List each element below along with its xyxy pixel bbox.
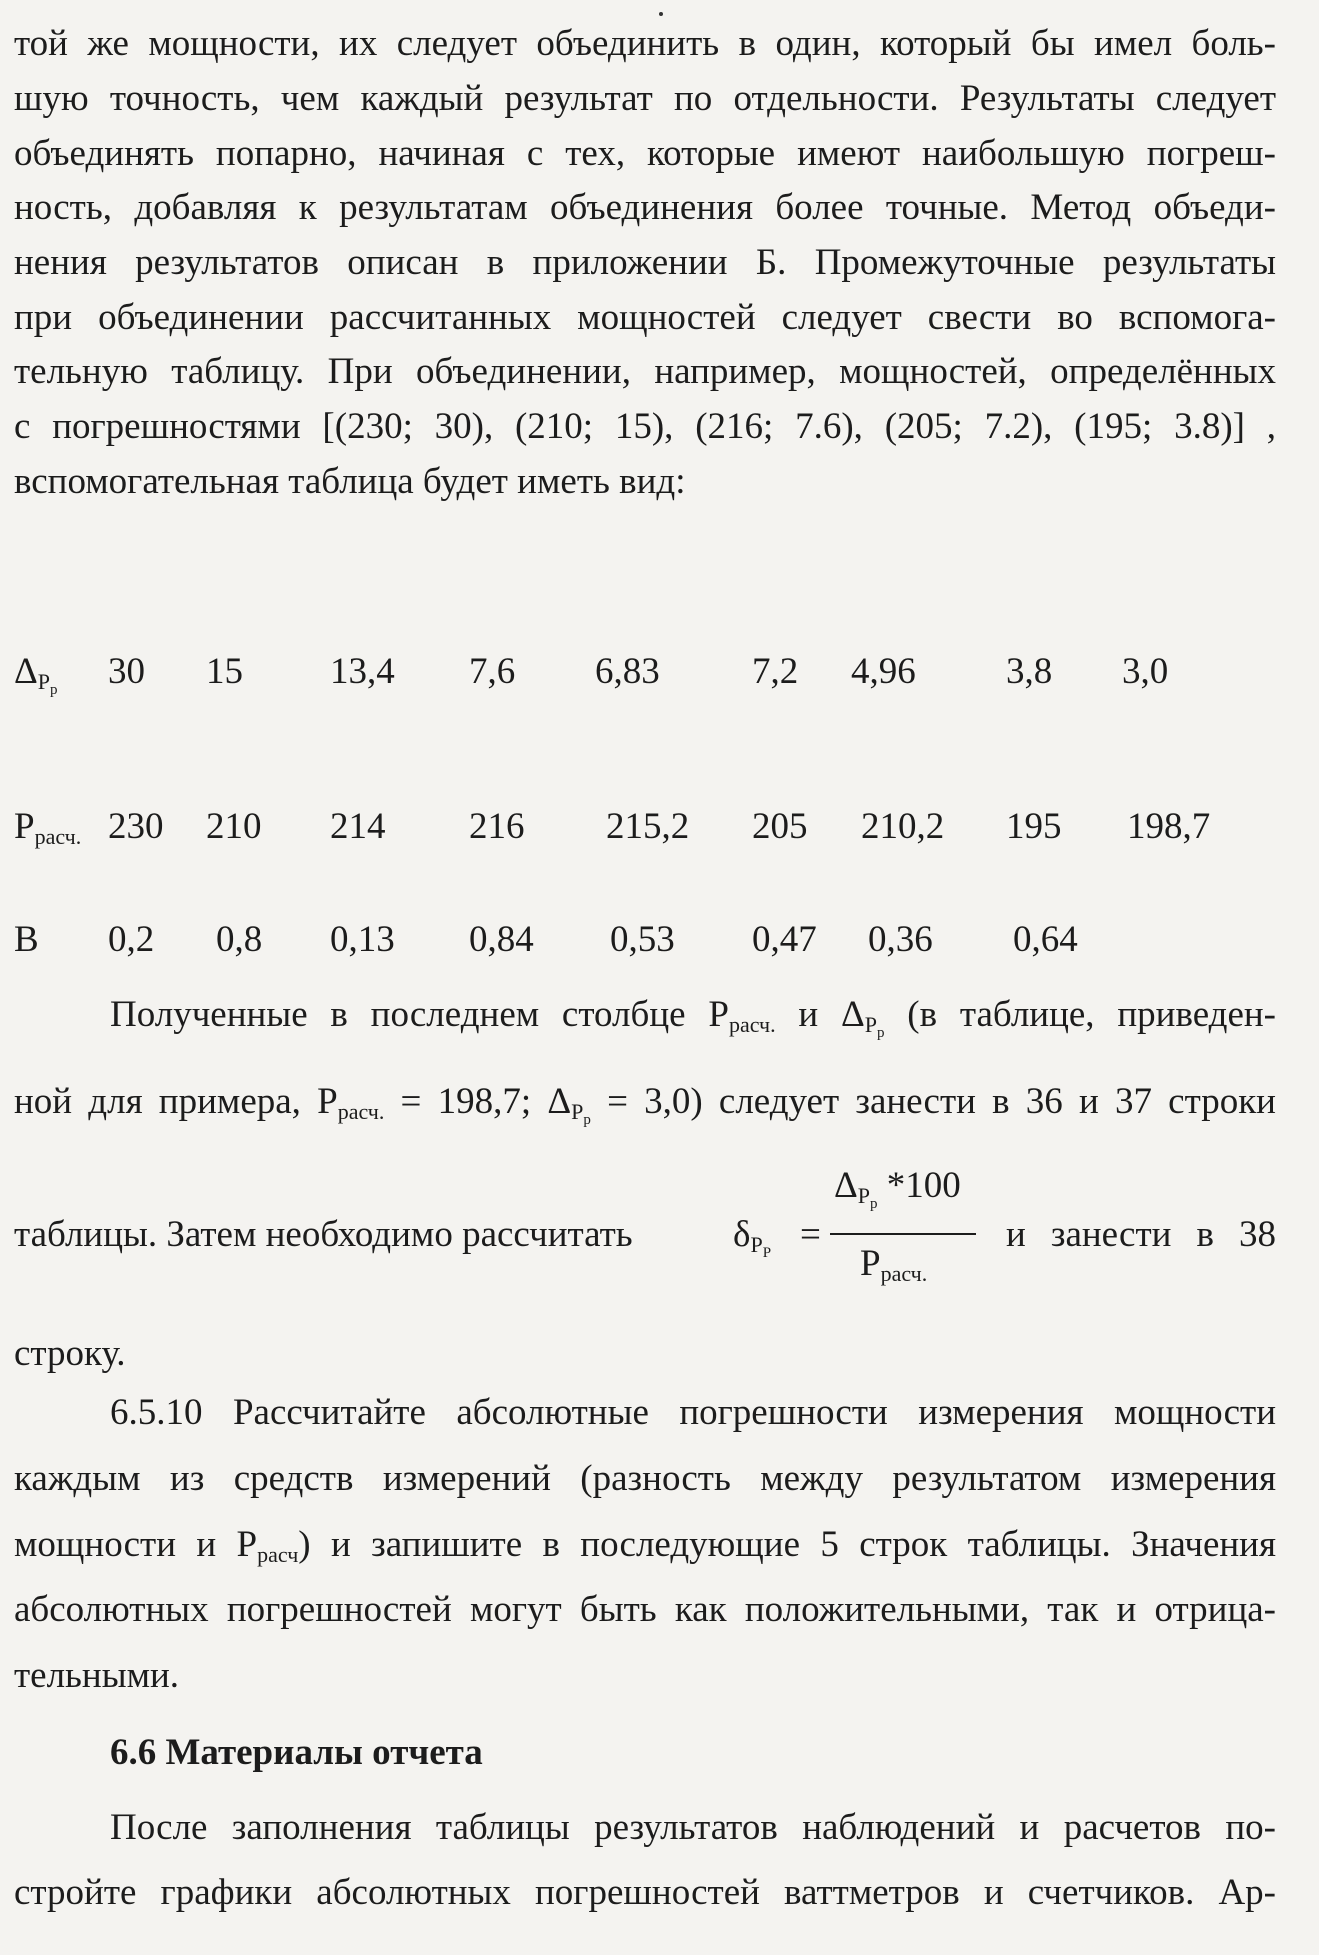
paragraph-line: той же мощности, их следует объединить в один, который бы имел боль- (14, 23, 1276, 64)
table-cell: 210 (206, 806, 262, 847)
table-cell: 4,96 (851, 651, 916, 692)
formula-denominator: $P_{расч.}$ (860, 1243, 928, 1286)
paragraph-line: мощности и $P_{расч}$) и запишите в последующие 5 строк таблицы. Значения (14, 1524, 1276, 1567)
paragraph-line: вспомогательная таблица будет иметь вид: (14, 461, 686, 502)
table-cell: 0,47 (752, 919, 817, 960)
paragraph-line: тельную таблицу. При объединении, например, мощностей, определённых (14, 351, 1276, 392)
table-cell: 15 (206, 651, 243, 692)
fraction-bar (830, 1233, 976, 1235)
paragraph-line: Полученные в последнем столбце $P_{расч.}$ и $\Delta_{P_p}$ (в таблице, приведен- (110, 994, 1277, 1041)
table-cell: 230 (108, 806, 164, 847)
paragraph-line: шую точность, чем каждый результат по отдельности. Результаты следует (14, 78, 1276, 119)
paragraph-line: нения результатов описан в приложении Б. Промежуточные результаты (14, 242, 1276, 283)
formula-equals: = (800, 1214, 821, 1255)
paragraph-text: и занести в 38 (1006, 1214, 1276, 1255)
table-cell: 214 (330, 806, 386, 847)
table-cell: 7,6 (469, 651, 516, 692)
table-cell: 210,2 (861, 806, 945, 847)
section-heading: 6.6 Материалы отчета (110, 1732, 483, 1773)
paragraph-line: каждым из средств измерений (разность между результатом измерения (14, 1458, 1276, 1499)
paragraph-line: тельными. (14, 1655, 180, 1696)
paragraph-text: таблицы. Затем необходимо рассчитать (14, 1214, 633, 1255)
formula-lhs: $\delta_{P_P}$ (733, 1214, 772, 1261)
table-cell: 198,7 (1127, 806, 1211, 847)
scan-speck (659, 12, 663, 16)
paragraph-line: ность, добавляя к результатам объединения более точные. Метод объеди- (14, 187, 1276, 228)
paragraph-line: с погрешностями [(230; 30), (210; 15), (216; 7.6), (205; 7.2), (195; 3.8)] , (14, 406, 1276, 447)
paragraph-line: при объединении рассчитанных мощностей следует свести во вспомога- (14, 297, 1276, 338)
table-cell: 3,8 (1006, 651, 1053, 692)
paragraph-line: После заполнения таблицы результатов наблюдений и расчетов по- (110, 1807, 1276, 1848)
row-label-b: B (14, 919, 39, 960)
paragraph-line: 6.5.10 Рассчитайте абсолютные погрешности измерения мощности (110, 1392, 1276, 1433)
paragraph-line: абсолютных погрешностей могут быть как положительными, так и отрица- (14, 1589, 1276, 1630)
table-cell: 0,84 (469, 919, 534, 960)
row-label-delta: $\Delta_{P_p}$ (14, 651, 58, 698)
table-cell: 0,13 (330, 919, 395, 960)
paragraph-line: строку. (14, 1333, 126, 1374)
table-cell: 3,0 (1122, 651, 1169, 692)
table-cell: 215,2 (606, 806, 690, 847)
table-cell: 195 (1006, 806, 1062, 847)
table-cell: 0,2 (108, 919, 155, 960)
table-cell: 0,8 (216, 919, 263, 960)
table-cell: 13,4 (330, 651, 395, 692)
table-cell: 205 (752, 806, 808, 847)
formula-numerator: $\Delta_{P_p}$ *100 (834, 1165, 961, 1212)
table-cell: 6,83 (595, 651, 660, 692)
table-cell: 30 (108, 651, 145, 692)
paragraph-line: стройте графики абсолютных погрешностей ваттметров и счетчиков. Ар- (14, 1872, 1276, 1913)
paragraph-line: ной для примера, $P_{расч.} = 198,7$; $\Delta_{P_p} = 3,0$) следует занести в 36 и 37 строки (14, 1081, 1276, 1128)
table-cell: 0,53 (610, 919, 675, 960)
table-cell: 216 (469, 806, 525, 847)
table-cell: 7,2 (752, 651, 799, 692)
row-label-p: $P_{расч.}$ (14, 806, 82, 849)
table-cell: 0,64 (1013, 919, 1078, 960)
paragraph-line: объединять попарно, начиная с тех, которые имеют наибольшую погреш- (14, 133, 1276, 174)
table-cell: 0,36 (868, 919, 933, 960)
